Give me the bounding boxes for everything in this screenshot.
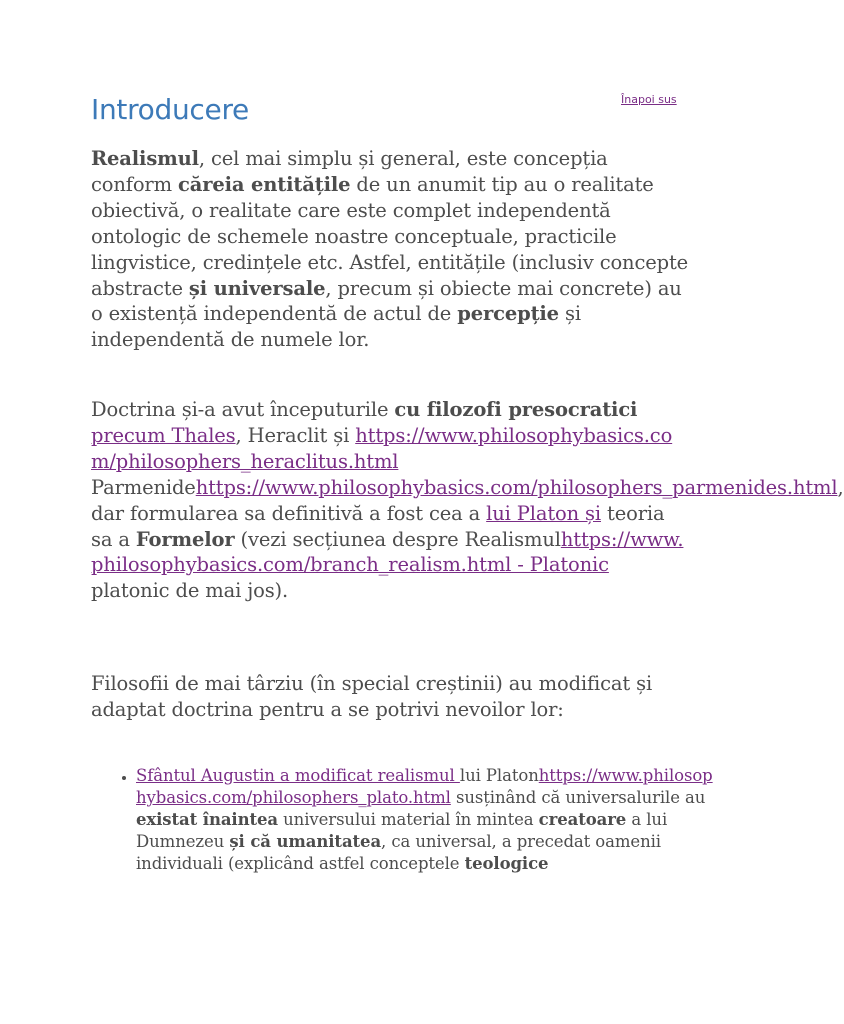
link-thales[interactable]: precum Thales xyxy=(91,423,236,447)
list-item xyxy=(136,765,716,875)
bold-term: percepție xyxy=(457,302,559,326)
text-run: susținând că universalurile au xyxy=(450,788,706,807)
bold-term: Realismul xyxy=(91,147,199,170)
bold-term: căreia entitățile xyxy=(178,172,351,196)
bold-term: Formelor xyxy=(135,527,235,551)
paragraph-realism-definition xyxy=(91,146,691,353)
paragraph-later-philosophers: Filosofii de mai târziu (în special creștinii) au modificat și adaptat doctrina pentru a se potrivi nevoilor lor: xyxy=(91,672,653,721)
bold-term: și că umanitatea xyxy=(229,832,382,851)
text-run: și independentă de numele lor. xyxy=(91,302,581,352)
text-run: teoria sa a xyxy=(91,501,665,551)
text-run: , cel mai simplu și general, este concepția conform xyxy=(91,147,608,196)
back-to-top-link[interactable]: Înapoi sus xyxy=(621,93,677,106)
link-heraclitus-url[interactable]: https://www.philosophybasics.com/philosophers_heraclitus.html xyxy=(91,423,673,473)
text-run: , ca universal, a precedat oamenii individuali (explicând astfel conceptele xyxy=(136,832,661,873)
section-title: Introducere xyxy=(91,93,249,126)
text-run: Parmenide xyxy=(91,475,196,499)
bullet-list xyxy=(107,765,716,875)
text-run: (vezi secțiunea despre Realismul xyxy=(234,527,561,551)
link-saint-augustine[interactable]: Sfântul Augustin a modificat realismul xyxy=(136,766,460,785)
text-run: a lui Dumnezeu xyxy=(136,810,668,851)
bold-term: existat înaintea xyxy=(136,810,279,829)
text-run: , Heraclit și xyxy=(235,423,356,447)
text-run: , precum și obiecte mai concrete) au o existență independentă de actul de xyxy=(91,276,682,326)
bold-term: cu filozofi presocratici xyxy=(394,398,638,421)
bold-term: și universale xyxy=(188,276,326,300)
text-run: Doctrina și-a avut începuturile xyxy=(91,398,395,421)
link-plato[interactable]: lui Platon și xyxy=(486,501,601,525)
bold-term: teologice xyxy=(464,854,549,873)
bold-term: creatoare xyxy=(538,810,627,829)
text-run: universului material în mintea xyxy=(278,810,539,829)
text-run: , dar formularea sa definitivă a fost cea a xyxy=(91,475,844,525)
link-plato-url[interactable]: https://www.philosophybasics.com/philosophers_plato.html xyxy=(136,766,713,807)
link-platonic-realism-url[interactable]: https://www.philosophybasics.com/branch_realism.html - Platonic xyxy=(91,527,684,577)
text-run: lui Platon xyxy=(459,766,539,785)
text-run: de un anumit tip au o realitate obiectivă, o realitate care este complet independentă ontologic de schemele noastre conceptuale, practicile lingvistice, credințele etc. Astfel, entitățile (inclusiv concepte abstracte xyxy=(91,172,689,300)
paragraph-doctrine-origins xyxy=(91,397,844,604)
link-parmenides-url[interactable]: https://www.philosophybasics.com/philosophers_parmenides.html xyxy=(195,475,838,499)
text-run: platonic de mai jos). xyxy=(91,579,289,603)
